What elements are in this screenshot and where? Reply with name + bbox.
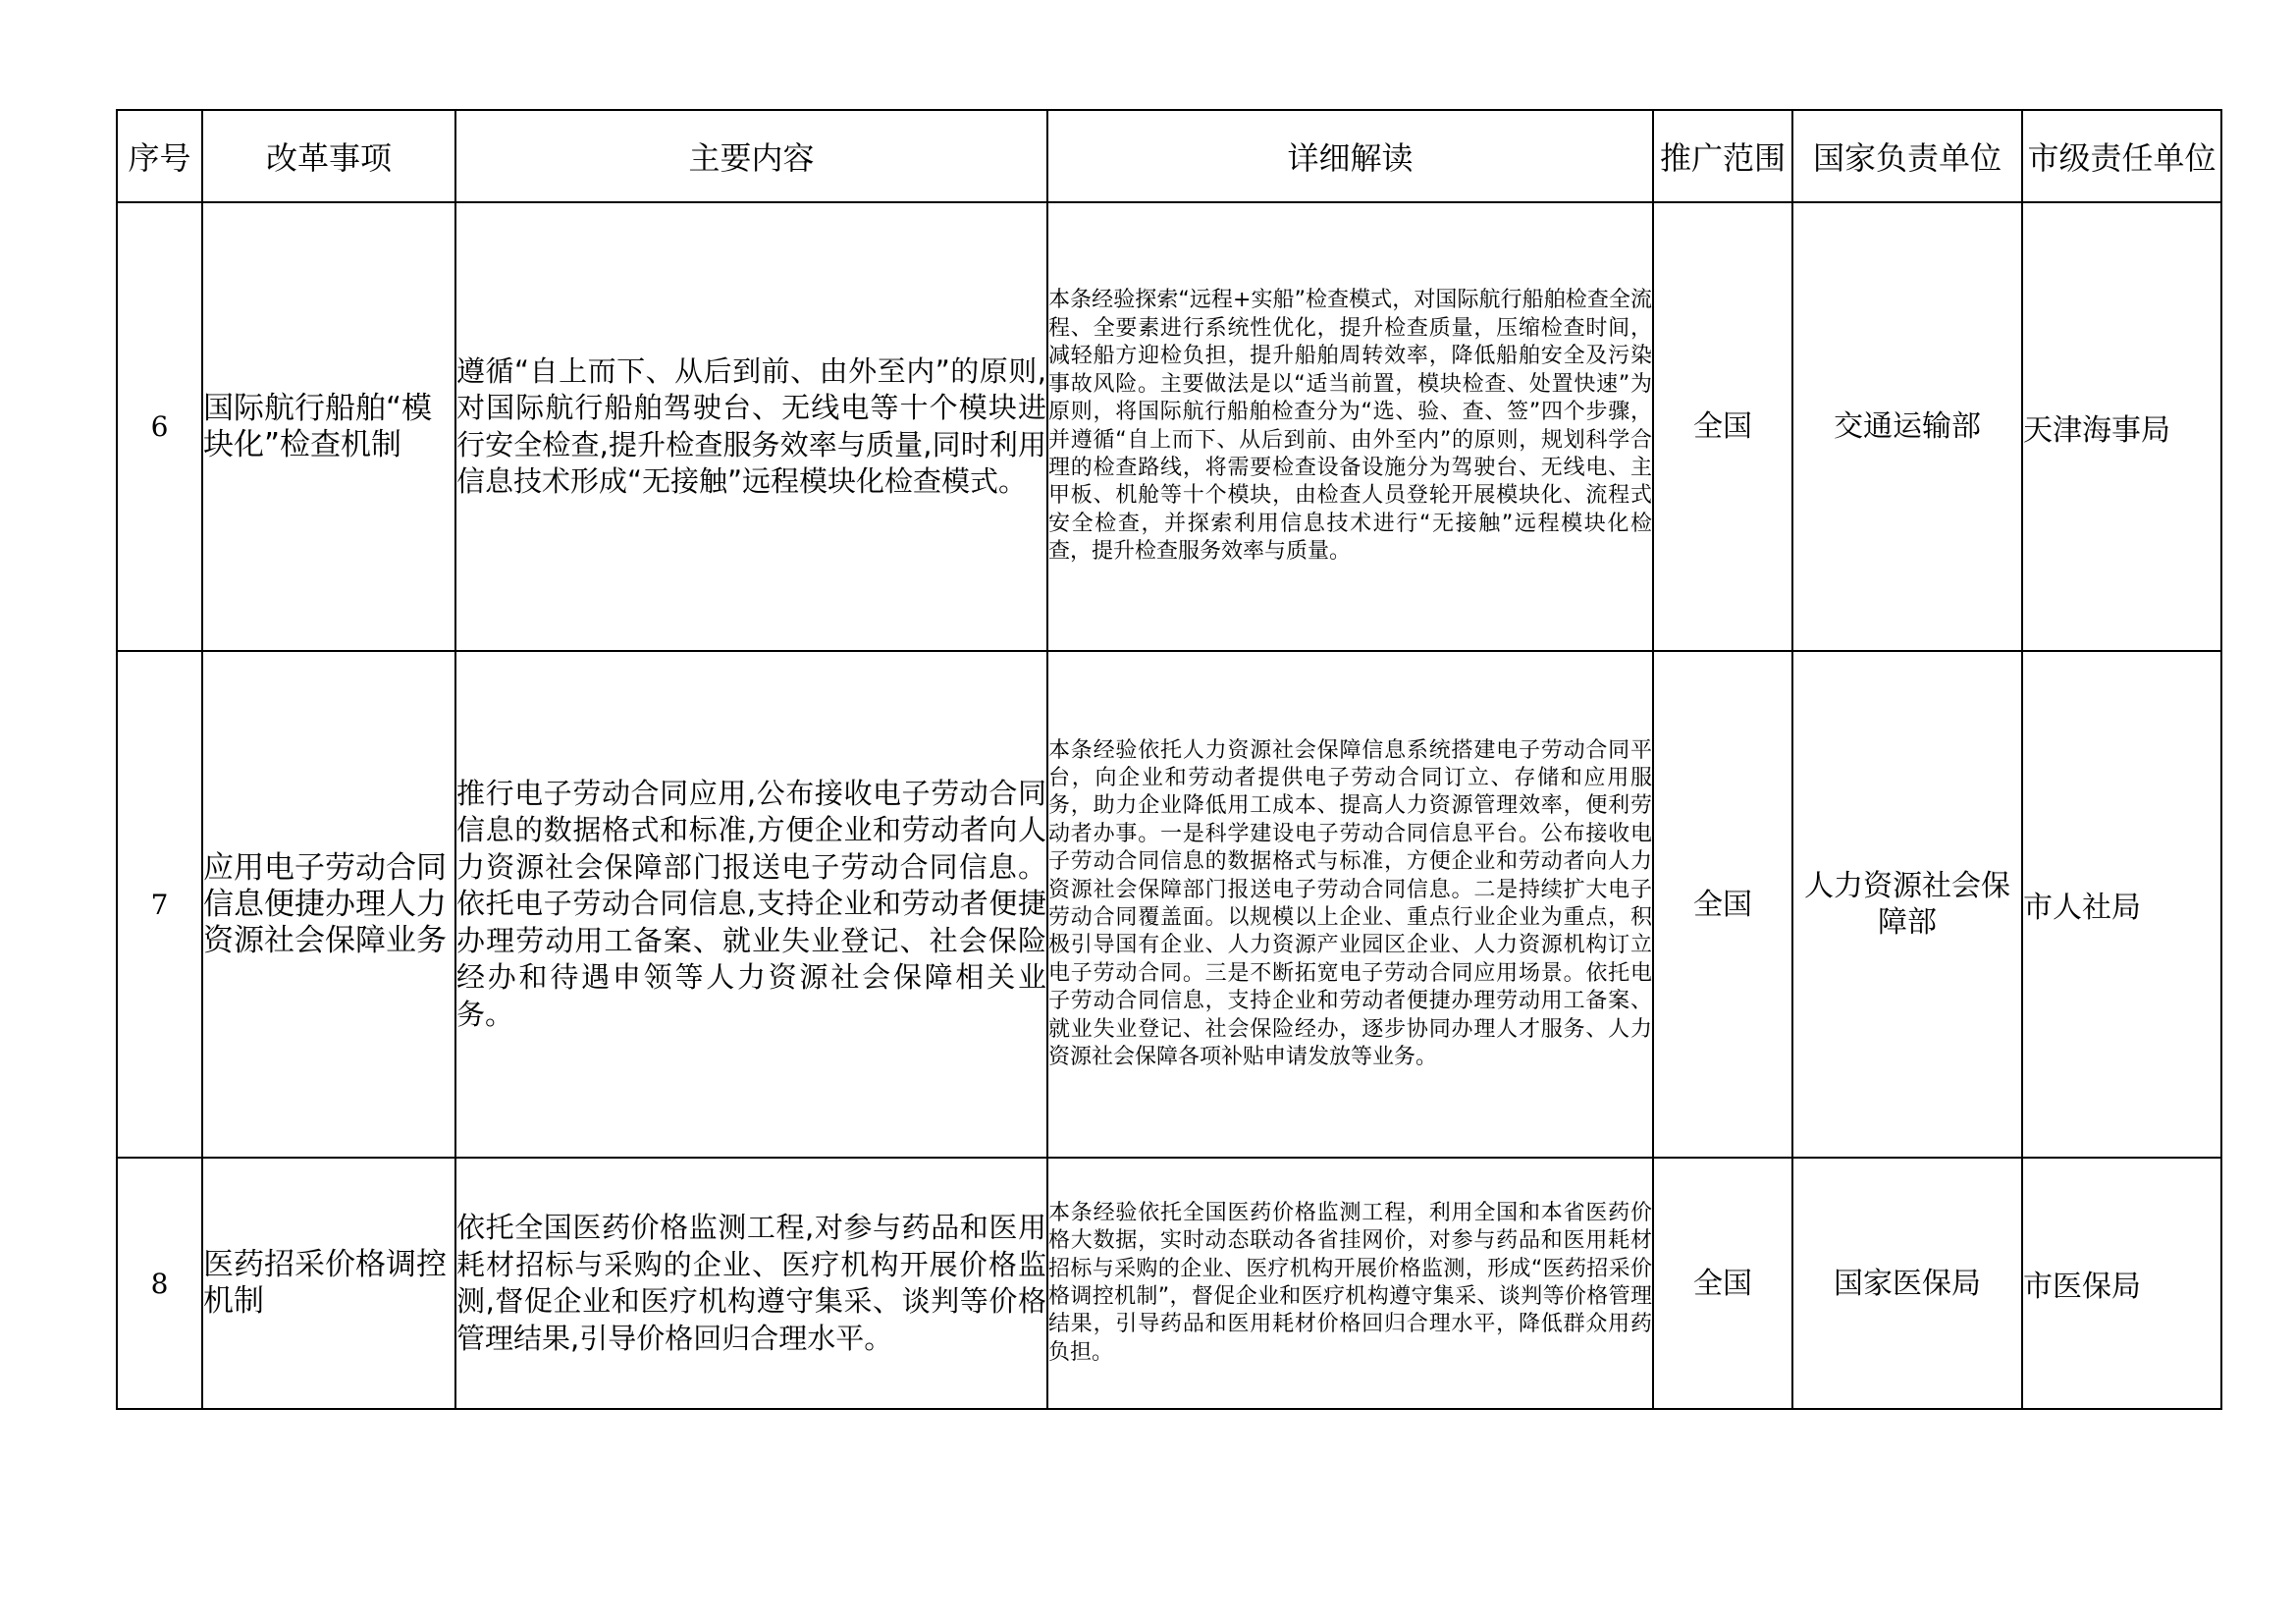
row-national-unit: 人力资源社会保障部 [1792,651,2022,1158]
row-city-unit: 市人社局 [2022,651,2221,1158]
row-scope: 全国 [1653,651,1792,1158]
row-scope: 全国 [1653,1158,1792,1409]
row-national-unit: 国家医保局 [1792,1158,2022,1409]
header-seq: 序号 [117,110,202,202]
row-detailed-interpretation: 本条经验依托人力资源社会保障信息系统搭建电子劳动合同平台，向企业和劳动者提供电子劳动合同订立、存储和应用服务，助力企业降低用工成本、提高人力资源管理效率，便利劳动者办事。一是科学建设电子劳动合同信息平台。公布接收电子劳动合同信息的数据格式与标准，方便企业和劳动者向人力资源社会保障部门报送电子劳动合同信息。二是持续扩大电子劳动合同覆盖面。以规模以上企业、重点行业企业为重点，积极引导国有企业、人力资源产业园区企业、人力资源机构订立电子劳动合同。三是不断拓宽电子劳动合同应用场景。依托电子劳动合同信息，支持企业和劳动者便捷办理劳动用工备案、就业失业登记、社会保险经办，逐步协同办理人才服务、人力资源社会保障各项补贴申请发放等业务。 [1047,651,1653,1158]
row-main-content: 推行电子劳动合同应用,公布接收电子劳动合同信息的数据格式和标准,方便企业和劳动者向人力资源社会保障部门报送电子劳动合同信息。依托电子劳动合同信息,支持企业和劳动者便捷办理劳动用工备案、就业失业登记、社会保险经办和待遇申领等人力资源社会保障相关业务。 [455,651,1047,1158]
reform-table [116,109,2222,1410]
table-row [117,651,2221,1158]
table-row [117,1158,2221,1409]
row-city-unit: 市医保局 [2022,1158,2221,1409]
table-header-row [117,110,2221,202]
table-row [117,202,2221,651]
row-seq: 8 [117,1158,202,1409]
header-national-unit: 国家负责单位 [1792,110,2022,202]
row-city-unit: 天津海事局 [2022,202,2221,651]
row-seq: 6 [117,202,202,651]
row-reform-item: 应用电子劳动合同信息便捷办理人力资源社会保障业务 [202,651,455,1158]
header-scope: 推广范围 [1653,110,1792,202]
row-reform-item: 国际航行船舶“模块化”检查机制 [202,202,455,651]
header-reform-item: 改革事项 [202,110,455,202]
row-national-unit: 交通运输部 [1792,202,2022,651]
row-main-content: 遵循“自上而下、从后到前、由外至内”的原则,对国际航行船舶驾驶台、无线电等十个模块进行安全检查,提升检查服务效率与质量,同时利用信息技术形成“无接触”远程模块化检查模式。 [455,202,1047,651]
row-scope: 全国 [1653,202,1792,651]
row-main-content: 依托全国医药价格监测工程,对参与药品和医用耗材招标与采购的企业、医疗机构开展价格监测,督促企业和医疗机构遵守集采、谈判等价格管理结果,引导价格回归合理水平。 [455,1158,1047,1409]
row-detailed-interpretation: 本条经验探索“远程+实船”检查模式，对国际航行船舶检查全流程、全要素进行系统性优化，提升检查质量，压缩检查时间，减轻船方迎检负担，提升船舶周转效率，降低船舶安全及污染事故风险。主要做法是以“适当前置，模块检查、处置快速”为原则，将国际航行船舶检查分为“选、验、查、签”四个步骤，并遵循“自上而下、从后到前、由外至内”的原则，规划科学合理的检查路线，将需要检查设备设施分为驾驶台、无线电、主甲板、机舱等十个模块，由检查人员登轮开展模块化、流程式安全检查，并探索利用信息技术进行“无接触”远程模块化检查，提升检查服务效率与质量。 [1047,202,1653,651]
header-detailed-interpretation: 详细解读 [1047,110,1653,202]
row-seq: 7 [117,651,202,1158]
row-detailed-interpretation: 本条经验依托全国医药价格监测工程，利用全国和本省医药价格大数据，实时动态联动各省挂网价，对参与药品和医用耗材招标与采购的企业、医疗机构开展价格监测，形成“医药招采价格调控机制”，督促企业和医疗机构遵守集采、谈判等价格管理结果，引导药品和医用耗材价格回归合理水平，降低群众用药负担。 [1047,1158,1653,1409]
row-reform-item: 医药招采价格调控机制 [202,1158,455,1409]
header-city-unit: 市级责任单位 [2022,110,2221,202]
header-main-content: 主要内容 [455,110,1047,202]
